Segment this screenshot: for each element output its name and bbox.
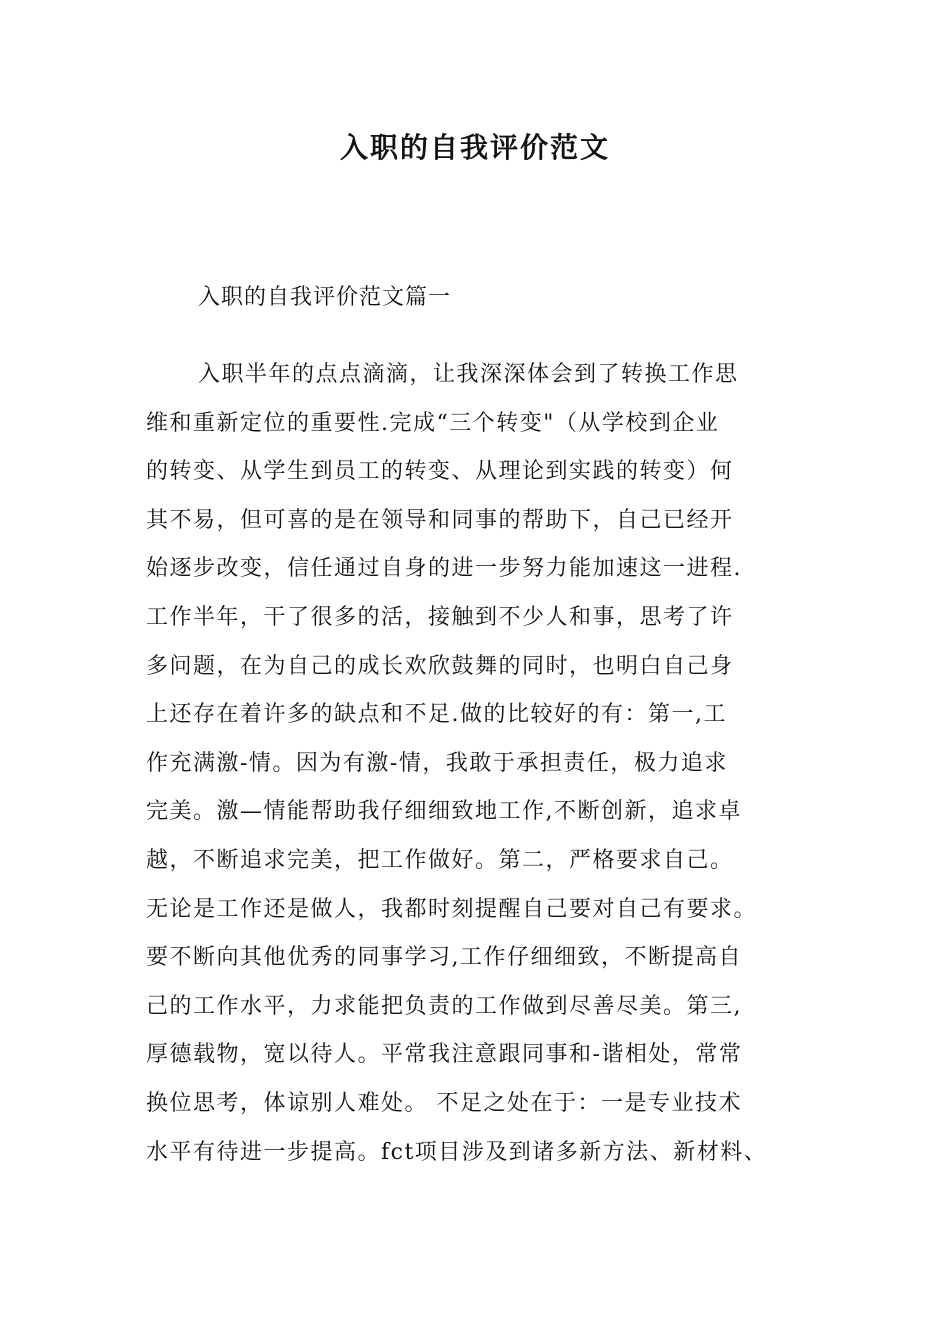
paragraph-line: 多问题，在为自己的成长欢欣鼓舞的同时，也明白自己身 [146, 653, 734, 679]
paragraph-line: 上还存在着许多的缺点和不足.做的比较好的有：第一,工 [146, 702, 727, 728]
paragraph-line: 工作半年，干了很多的活，接触到不少人和事，思考了许 [146, 604, 734, 630]
paragraph-line: 完美。激—情能帮助我仔细细致地工作,不断创新，追求卓 [146, 799, 742, 825]
paragraph-line: 厚德载物，宽以待人。平常我注意跟同事和-谐相处，常常 [146, 1042, 743, 1068]
paragraph-line: 入职半年的点点滴滴，让我深深体会到了转换工作思 [198, 362, 739, 387]
paragraph-line: 作充满激-情。因为有激-情，我敢于承担责任，极力追求 [146, 750, 728, 776]
paragraph-line: 水平有待进一步提高。fct项目涉及到诸多新方法、新材料、 [146, 1139, 768, 1165]
paragraph-line: 的转变、从学生到员工的转变、从理论到实践的转变）何 [146, 459, 734, 485]
paragraph-line: 始逐步改变，信任通过自身的进一步努力能加速这一进程. [146, 556, 742, 582]
document-title: 入职的自我评价范文 [339, 131, 610, 164]
paragraph-line: 换位思考，体谅别人难处。 不足之处在于：一是专业技术 [146, 1090, 742, 1116]
paragraph-line: 其不易，但可喜的是在领导和同事的帮助下，自己已经开 [146, 507, 734, 533]
section-heading: 入职的自我评价范文篇一 [198, 285, 452, 310]
paragraph-line: 越，不断追求完美，把工作做好。第二，严格要求自己。 [146, 847, 734, 873]
paragraph-line: 己的工作水平，力求能把负责的工作做到尽善尽美。第三, [146, 993, 742, 1019]
body-paragraph [146, 351, 826, 1177]
paragraph-line: 维和重新定位的重要性.完成“三个转变"（从学校到企业 [146, 410, 720, 436]
paragraph-line: 要不断向其他优秀的同事学习,工作仔细细致，不断提高自 [146, 945, 742, 971]
paragraph-line: 无论是工作还是做人，我都时刻提醒自己要对自己有要求。 [146, 896, 758, 922]
